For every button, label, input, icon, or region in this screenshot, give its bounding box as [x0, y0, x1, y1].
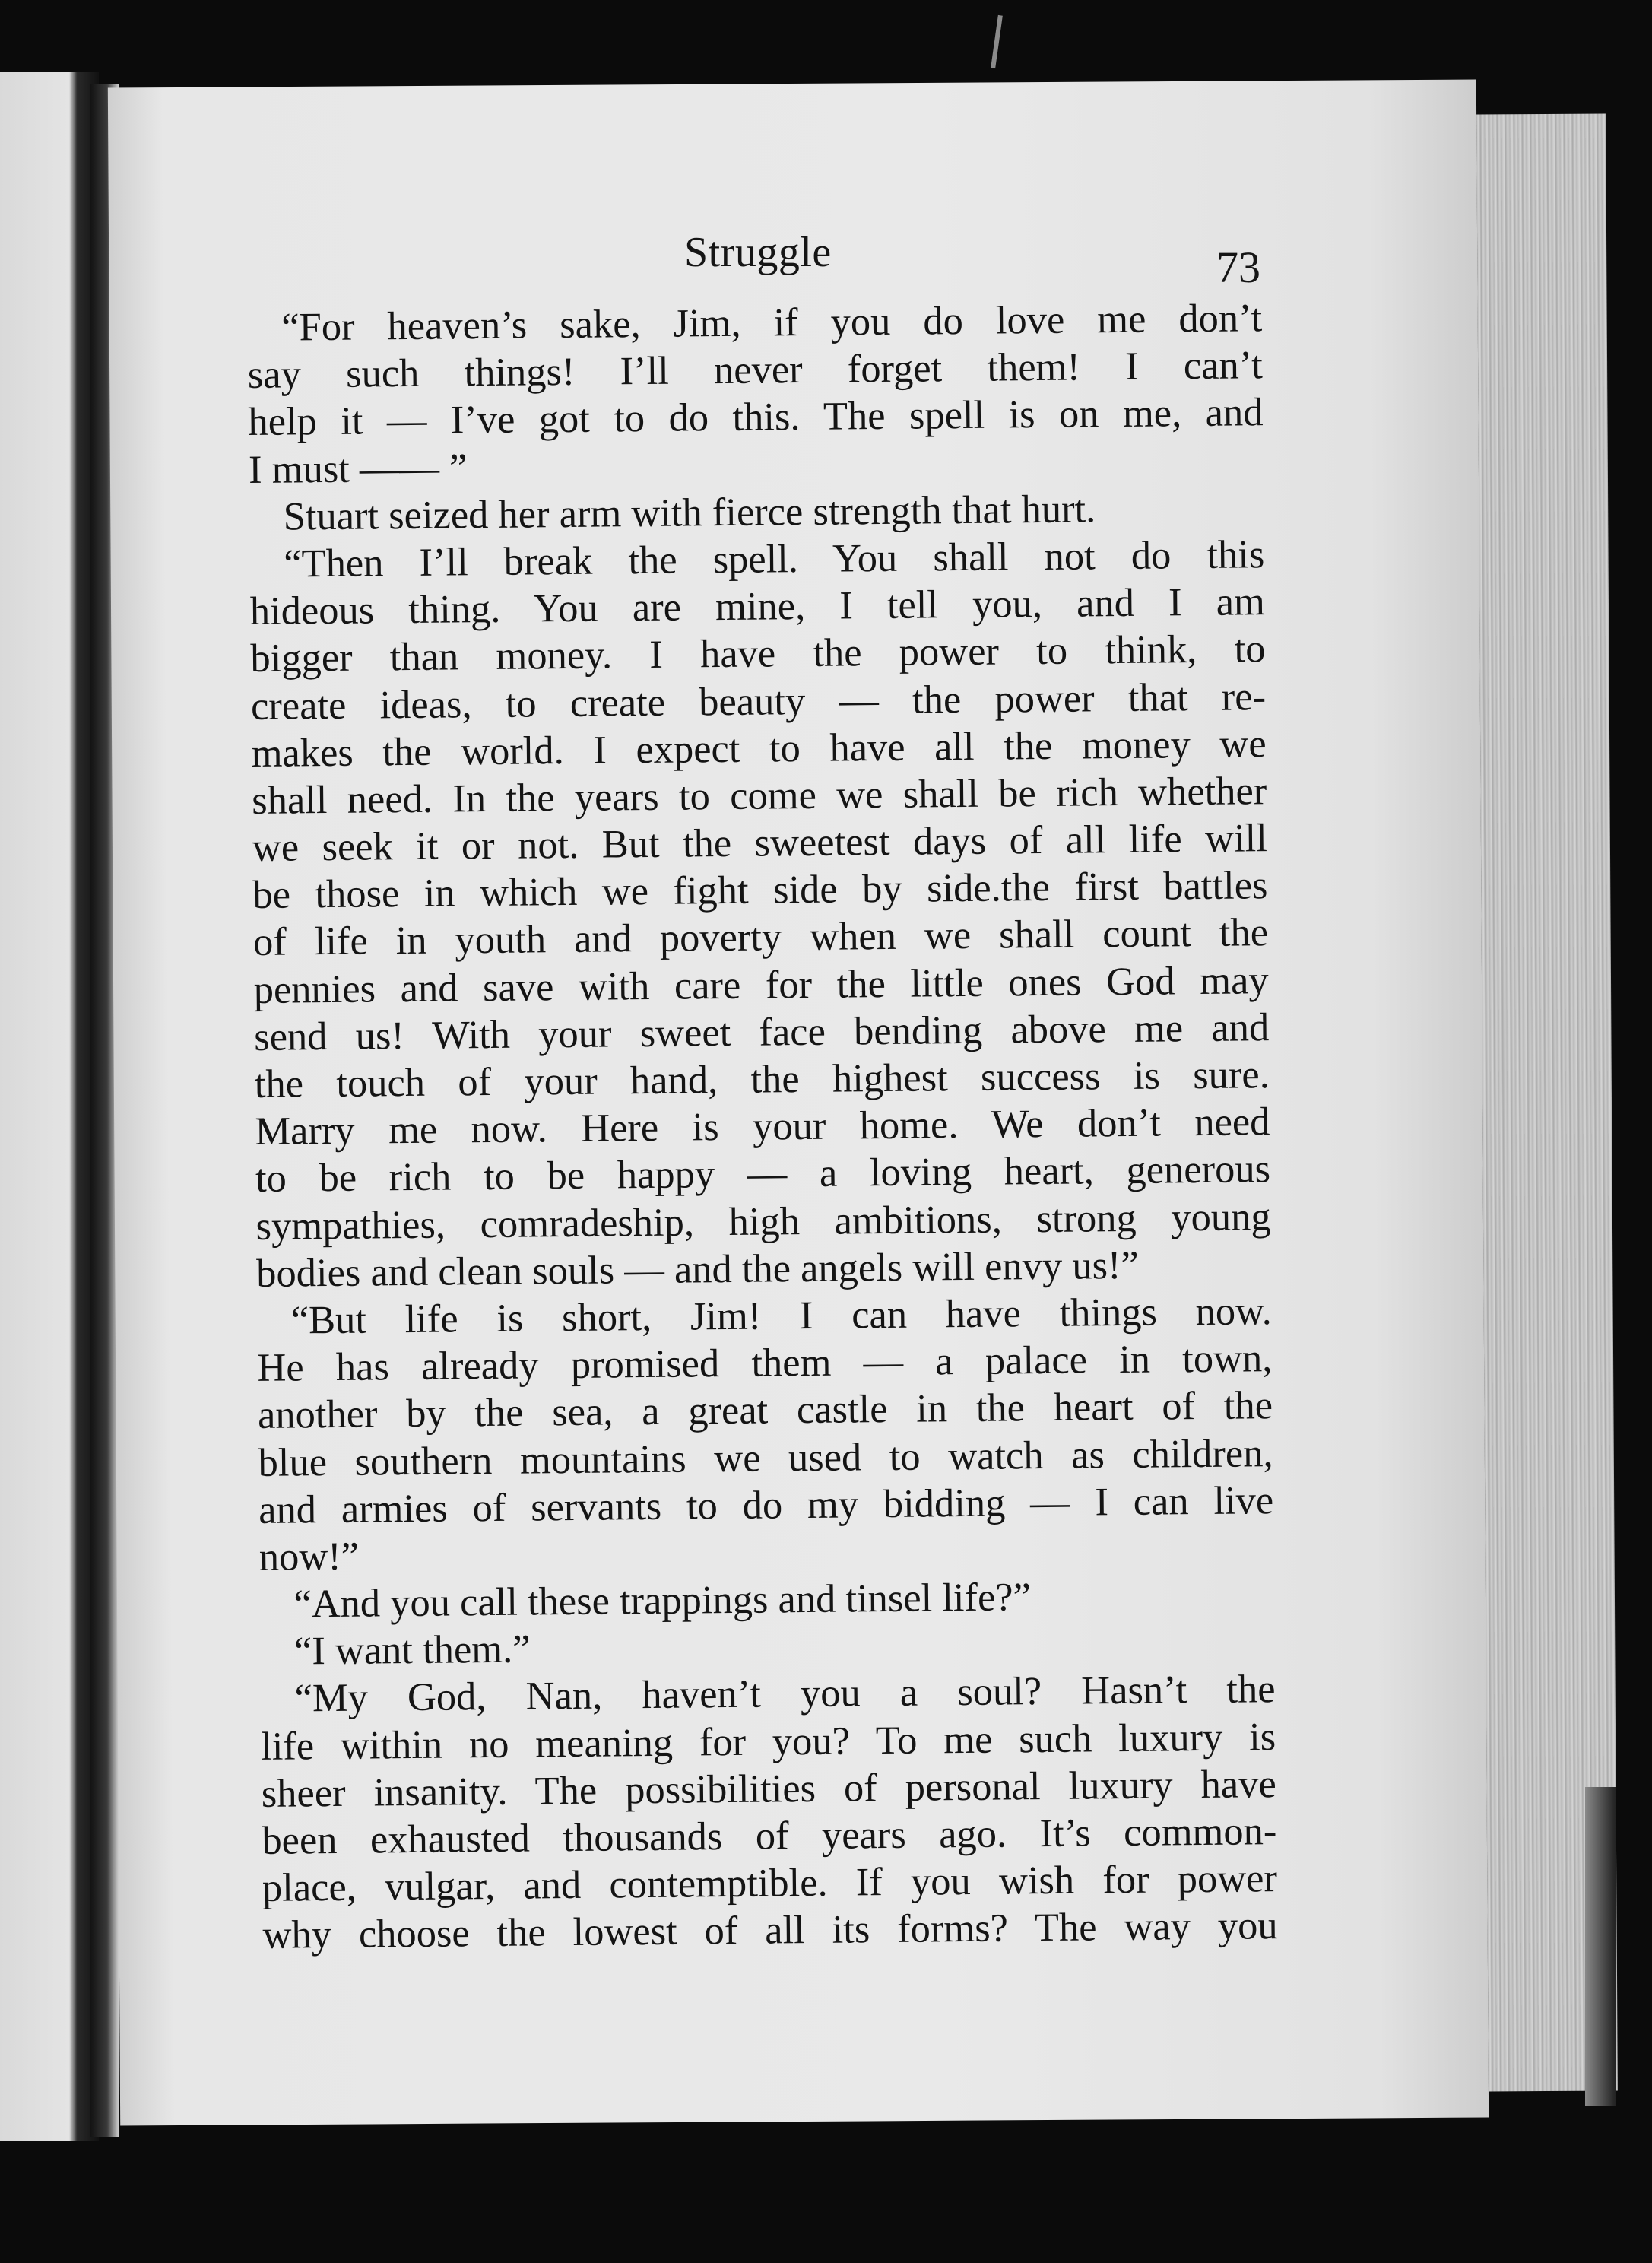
- text-line: sheer insanity. The possibilities of personal luxury have: [261, 1761, 1277, 1816]
- text-line: bodies and clean souls — and the angels will envy us!”: [255, 1243, 1140, 1296]
- text-line: create ideas, to create beauty — the power that re-: [250, 674, 1267, 728]
- page-number: 73: [1216, 243, 1260, 292]
- text-line: been exhausted thousands of years ago. It’s common-: [262, 1809, 1277, 1863]
- text-line: we seek it or not. But the sweetest days of all life will: [252, 816, 1268, 871]
- text-line: “My God, Nan, haven’t you a soul? Hasn’t the: [294, 1667, 1276, 1721]
- text-line: sympathies, comradeship, high ambitions, strong young: [255, 1194, 1271, 1249]
- text-line: bigger than money. I have the power to think, to: [250, 627, 1266, 681]
- text-line: shall need. In the years to come we shall be rich whether: [251, 769, 1267, 823]
- text-line: pennies and save with care for the little ones God may: [253, 957, 1269, 1012]
- text-line: place, vulgar, and contemptible. If you wish for power: [262, 1856, 1278, 1911]
- body-text: [247, 294, 1278, 1959]
- text-line: “For heaven’s sake, Jim, if you do love me don’t: [281, 296, 1263, 350]
- text-line: say such things! I’ll never forget them! I can’t: [247, 343, 1264, 398]
- text-line: Marry me now. Here is your home. We don’t need: [255, 1100, 1270, 1154]
- text-line: Stuart seized her arm with fierce strength that hurt.: [283, 487, 1096, 539]
- facing-page-edge: [0, 72, 99, 2141]
- text-line: help it — I’ve got to do this. The spell is on me, and: [248, 390, 1264, 445]
- text-line: and armies of servants to do my bidding — I can live: [258, 1477, 1274, 1532]
- text-line: “But life is short, Jim! I can have things now.: [290, 1289, 1273, 1343]
- text-line: hideous thing. You are mine, I tell you, and I am: [249, 579, 1266, 634]
- text-line: life within no meaning for you? To me such luxury is: [260, 1714, 1276, 1769]
- running-head: Struggle: [684, 229, 832, 276]
- text-line: blue southern mountains we used to watch as children,: [258, 1430, 1273, 1485]
- text-line: the touch of your hand, the highest success is sure.: [254, 1052, 1270, 1106]
- text-line: now!”: [258, 1534, 360, 1579]
- text-line: send us! With your sweet face bending above me and: [253, 1005, 1270, 1059]
- scan-artifact: [991, 15, 1003, 68]
- text-line: be those in which we fight side by side.the first battles: [252, 863, 1268, 918]
- text-line: “And you call these trappings and tinsel life?”: [293, 1575, 1032, 1627]
- text-line: I must —— ”: [248, 445, 468, 492]
- page-stack-shadow: [1585, 1787, 1616, 2106]
- text-line: He has already promised them — a palace in town,: [257, 1336, 1273, 1391]
- text-line: of life in youth and poverty when we shall count the: [252, 910, 1269, 965]
- text-line: “Then I’ll break the spell. You shall not do this: [284, 532, 1265, 586]
- text-line: makes the world. I expect to have all the money we: [251, 721, 1267, 776]
- text-line: why choose the lowest of all its forms? The way you: [262, 1903, 1278, 1958]
- text-line: another by the sea, a great castle in the heart of the: [257, 1383, 1273, 1438]
- text-line: to be rich to be happy — a loving heart, generous: [255, 1147, 1271, 1201]
- text-line: “I want them.”: [293, 1627, 531, 1674]
